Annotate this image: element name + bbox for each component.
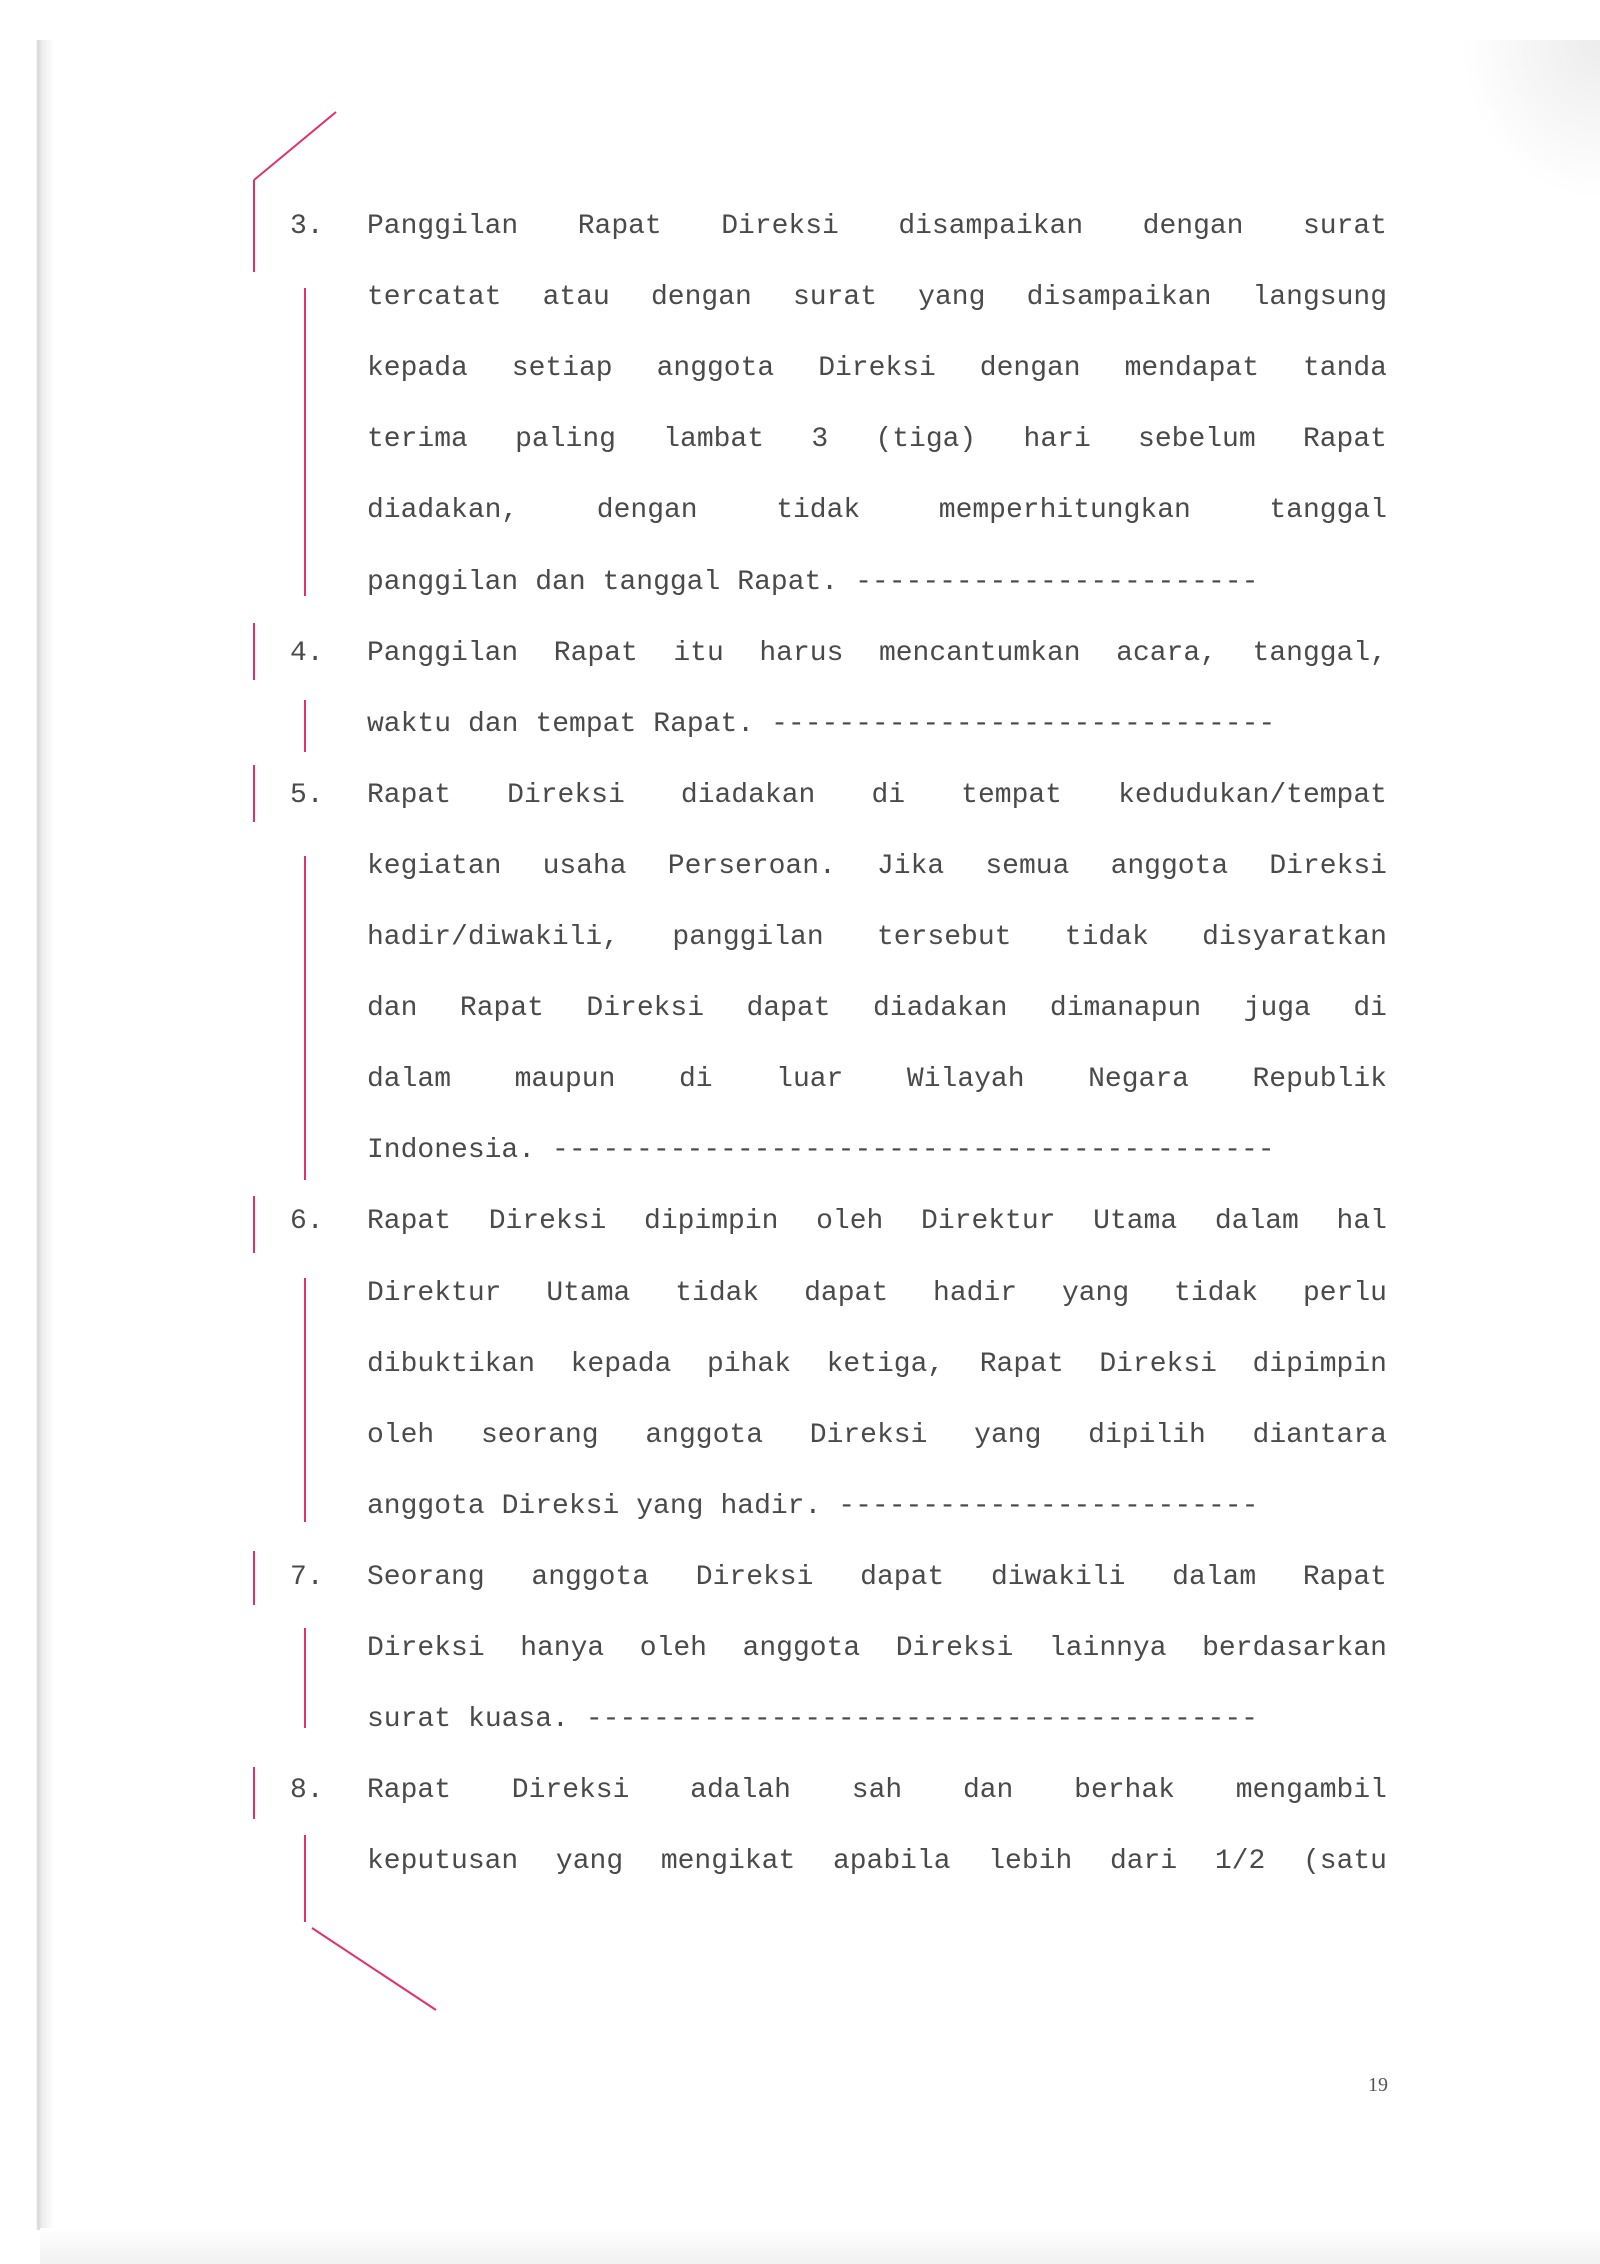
item-text-line: dan Rapat Direksi dapat diadakan dimanapun juga di xyxy=(367,993,1387,1025)
item-text-line: Direksi hanya oleh anggota Direksi lainnya berdasarkan xyxy=(367,1633,1387,1664)
item-number: 7. xyxy=(290,1561,324,1593)
item-text-line: Panggilan Rapat itu harus mencantumkan acara, tanggal, xyxy=(367,637,1387,669)
item-text-line: anggota Direksi yang hadir. ------------------------- xyxy=(367,1490,1259,1522)
item-text-line: kegiatan usaha Perseroan. Jika semua anggota Direksi xyxy=(367,850,1387,882)
item-text-line: waktu dan tempat Rapat. ------------------------------ xyxy=(367,708,1276,740)
item-text-line: Rapat Direksi diadakan di tempat kedudukan/tempat xyxy=(367,779,1387,811)
item-text-line: Direktur Utama tidak dapat hadir yang tidak perlu xyxy=(367,1277,1387,1309)
item-text-line: Seorang anggota Direksi dapat diwakili dalam Rapat xyxy=(367,1561,1387,1593)
item-text-line: oleh seorang anggota Direksi yang dipilih diantara xyxy=(367,1419,1387,1451)
top-diagonal-mark xyxy=(254,112,336,180)
item-text-line: dibuktikan kepada pihak ketiga, Rapat Direksi dipimpin xyxy=(367,1348,1387,1380)
item-number: 6. xyxy=(290,1206,324,1238)
item-text-line: Panggilan Rapat Direksi disampaikan dengan surat xyxy=(367,211,1387,242)
item-text-line: tercatat atau dengan surat yang disampaikan langsung xyxy=(367,282,1387,314)
item-text-line: Indonesia. ------------------------------------------- xyxy=(367,1135,1275,1167)
item-text-line: panggilan dan tanggal Rapat. ------------------------ xyxy=(367,566,1259,598)
page-number: 19 xyxy=(1368,2074,1388,2096)
item-text-line: keputusan yang mengikat apabila lebih dari 1/2 (satu xyxy=(367,1846,1387,1878)
item-number: 5. xyxy=(290,779,324,811)
item-text-line: Rapat Direksi dipimpin oleh Direktur Utama dalam hal xyxy=(367,1206,1387,1238)
bottom-diagonal-mark xyxy=(312,1928,436,2010)
item-text-line: dalam maupun di luar Wilayah Negara Republik xyxy=(367,1064,1387,1096)
item-text-line: surat kuasa. ---------------------------------------- xyxy=(367,1704,1258,1736)
item-text-line: Rapat Direksi adalah sah dan berhak mengambil xyxy=(367,1775,1387,1807)
item-number: 3. xyxy=(290,211,324,242)
item-number: 8. xyxy=(290,1775,324,1807)
item-text-line: kepada setiap anggota Direksi dengan mendapat tanda xyxy=(367,353,1387,385)
item-text-line: hadir/diwakili, panggilan tersebut tidak disyaratkan xyxy=(367,922,1387,953)
item-number: 4. xyxy=(290,637,324,669)
item-text-line: diadakan, dengan tidak memperhitungkan tanggal xyxy=(367,495,1387,527)
item-text-line: terima paling lambat 3 (tiga) hari sebelum Rapat xyxy=(367,424,1387,456)
